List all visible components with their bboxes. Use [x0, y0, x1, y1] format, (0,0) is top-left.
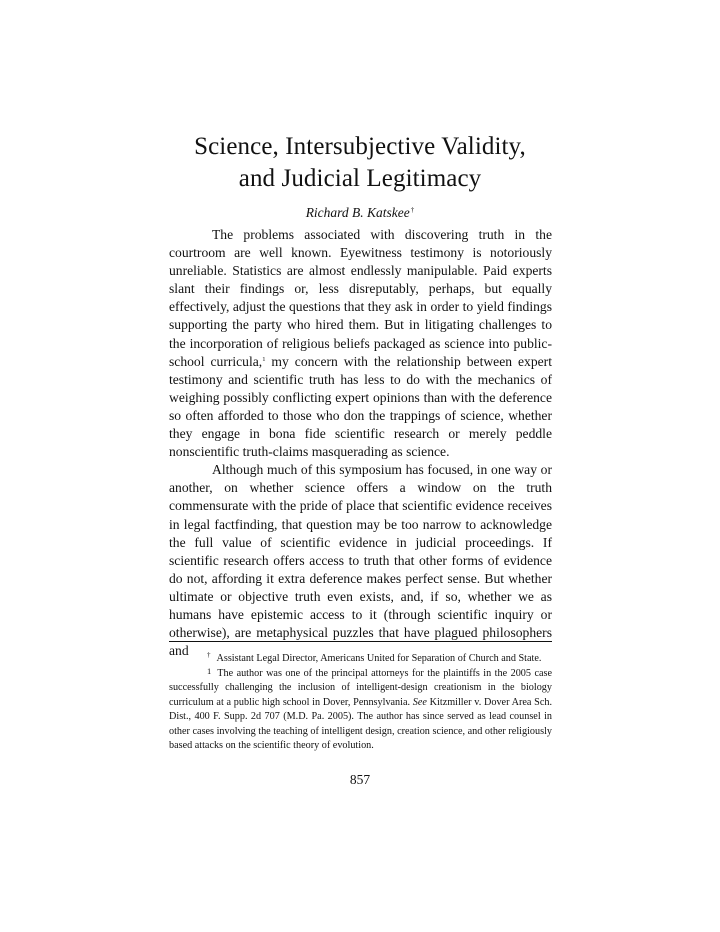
body-paragraph-2: Although much of this symposium has focused, in one way or another, on whether science offers a window on the truth commensurate with the pride of place that scientific evidence receives in legal factfinding, that question may be too narrow to acknowledge the full value of scientific evidence in judicial proceedings. If scientific research offers access to truth that other forms of evidence do not, affording it extra deference makes perfect sense. But whether ultimate or objective truth even exists, and, if so, whether we as humans have epistemic access to it (through scientific inquiry or otherwise), are metaphysical puzzles that have plagued philosophers and [169, 462, 552, 659]
footnote-dagger [169, 652, 552, 667]
footnote-1 [169, 667, 552, 754]
author-byline [0, 201, 720, 222]
footnote-1-text-a: The author was one of the principal attorneys for the plaintiffs in the 2005 case successfully challenging the inclusion of intelligent-design creationism in the biology curriculum at a public high school in Dover, Pennsylvania. [169, 667, 552, 708]
author-name: Richard B. Katskee [305, 205, 410, 220]
footnote-1-marker: 1 [207, 665, 212, 676]
footnote-separator [169, 641, 552, 642]
footnote-1-text-b: Kitzmiller v. Dover Area Sch. Dist., 400 F. Supp. 2d 707 (M.D. Pa. 2005). The author has since served as lead counsel in other cases involving the teaching of intelligent design, creation science, and other religiously based attacks on the scientific theory of evolution. [169, 696, 552, 751]
author-footnote-marker[interactable]: † [410, 206, 415, 214]
body-paragraph-1 [169, 226, 552, 461]
article-title [0, 131, 720, 195]
footnote-dagger-marker: † [207, 651, 211, 659]
article-title-line-1: Science, Intersubjective Validity, [194, 133, 526, 160]
footnotes-section [169, 652, 552, 754]
body-paragraph-1-text-a: The problems associated with discovering truth in the courtroom are well known. Eyewitness testimony is notoriously unreliable. Statistics are almost endlessly manipulable. Paid experts slant their findings or, less disreputably, perhaps, but equally effectively, adjust the questions that they ask in order to yield findings supporting the party who hired them. But in litigating challenges to the incorporation of religious beliefs packaged as science into public-school curricula, [169, 227, 552, 369]
footnote-reference-1[interactable]: 1 [262, 355, 266, 363]
page-number: 857 [349, 772, 371, 787]
footnote-1-signal: See [412, 696, 427, 708]
article-title-line-2: and Judicial Legitimacy [238, 165, 482, 192]
article-body [169, 226, 552, 660]
body-paragraph-1-text-b: my concern with the relationship between expert testimony and scientific truth has less to do with the mechanics of weighing possibly conflicting expert opinions than with the deference so often afforded to those who don the trappings of science, whether they engage in bona fide scientific research or merely peddle nonscientific truth-claims masquerading as science. [169, 353, 552, 460]
footnote-dagger-text: Assistant Legal Director, Americans United for Separation of Church and State. [216, 653, 542, 664]
